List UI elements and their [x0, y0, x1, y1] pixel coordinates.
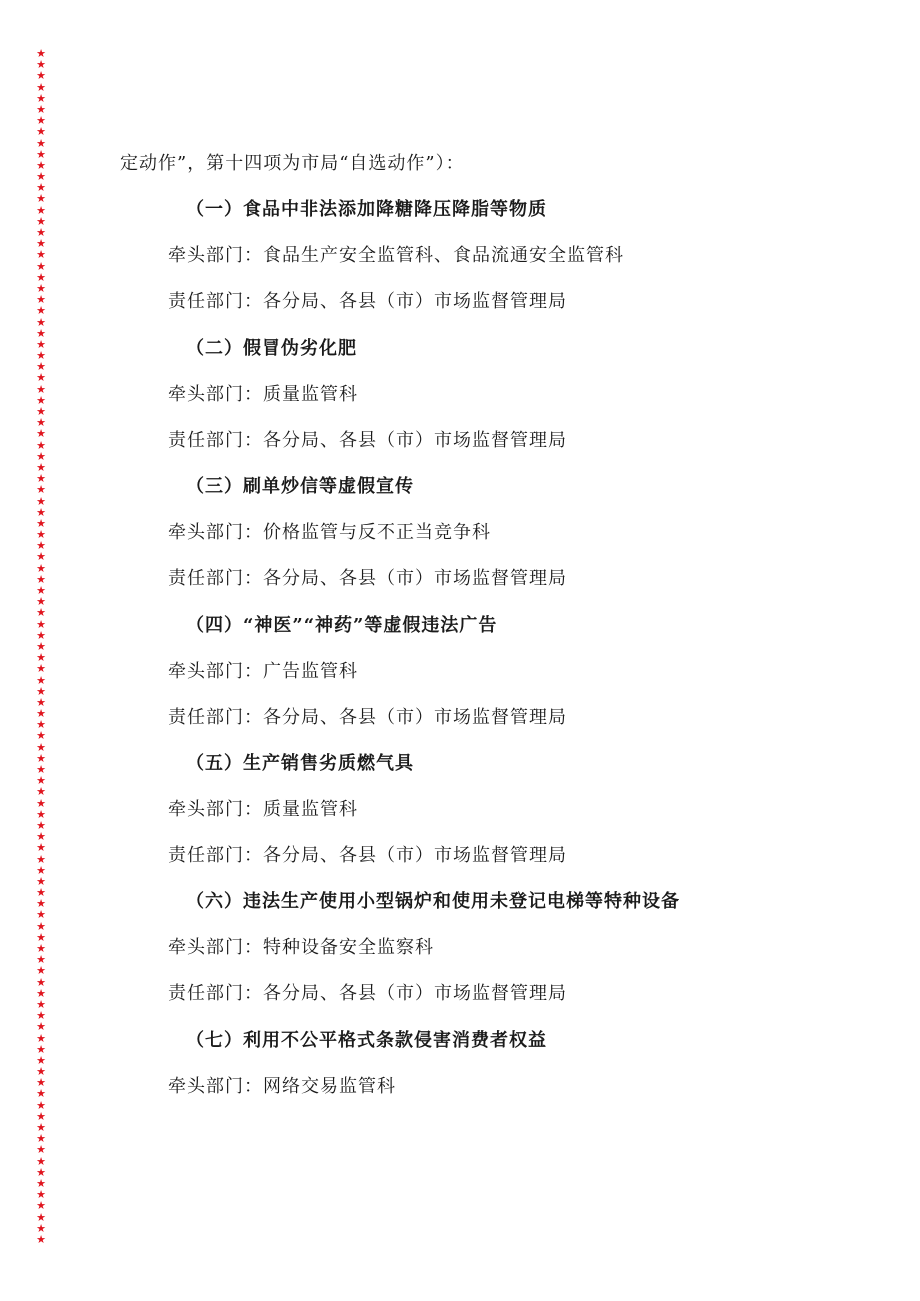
border-star-icon: ★	[36, 729, 46, 743]
border-star-icon: ★	[36, 147, 46, 161]
border-star-icon: ★	[36, 460, 46, 474]
border-star-icon: ★	[36, 203, 46, 217]
border-star-icon: ★	[36, 326, 46, 340]
border-star-icon: ★	[36, 942, 46, 955]
item-2-heading: （二）假冒伪劣化肥	[186, 338, 357, 359]
border-star-icon: ★	[36, 953, 46, 967]
border-star-icon: ★	[36, 572, 46, 586]
border-star-icon: ★	[36, 617, 46, 631]
border-star-icon: ★	[36, 1065, 46, 1079]
item-1-lead-dept: 牵头部门：食品生产安全监管科、食品流通安全监管科	[168, 245, 624, 266]
border-star-icon: ★	[36, 315, 46, 329]
border-star-icon: ★	[36, 695, 46, 709]
border-star-icon: ★	[36, 1109, 46, 1123]
border-star-icon: ★	[36, 1232, 46, 1246]
border-star-icon: ★	[36, 807, 46, 821]
border-star-icon: ★	[36, 651, 46, 665]
border-star-icon: ★	[36, 1053, 46, 1067]
star-border	[34, 48, 48, 1245]
border-star-icon: ★	[36, 360, 46, 374]
item-7-lead-dept: 牵头部门：网络交易监管科	[168, 1076, 396, 1097]
border-star-icon: ★	[36, 673, 46, 687]
border-star-icon: ★	[36, 1176, 46, 1190]
border-star-icon: ★	[36, 740, 46, 754]
border-star-icon: ★	[36, 1199, 46, 1213]
border-star-icon: ★	[36, 80, 46, 94]
border-star-icon: ★	[36, 707, 46, 721]
border-star-icon: ★	[36, 192, 46, 206]
border-star-icon: ★	[36, 986, 46, 1000]
border-star-icon: ★	[36, 785, 46, 799]
item-4-responsible-dept: 责任部门：各分局、各县（市）市场监督管理局	[168, 707, 567, 728]
border-star-icon: ★	[36, 416, 46, 430]
border-star-icon: ★	[36, 561, 46, 575]
item-6-responsible-dept: 责任部门：各分局、各县（市）市场监督管理局	[168, 983, 567, 1004]
border-star-icon: ★	[36, 1143, 46, 1157]
border-star-icon: ★	[36, 248, 46, 262]
item-7-heading: （七）利用不公平格式条款侵害消费者权益	[186, 1030, 547, 1051]
border-star-icon: ★	[36, 293, 46, 307]
border-star-icon: ★	[36, 1009, 46, 1023]
border-star-icon: ★	[36, 136, 46, 150]
border-star-icon: ★	[36, 1042, 46, 1056]
border-star-icon: ★	[36, 337, 46, 351]
border-star-icon: ★	[36, 1165, 46, 1179]
border-star-icon: ★	[36, 270, 46, 284]
border-star-icon: ★	[36, 69, 46, 83]
border-star-icon: ★	[36, 494, 46, 508]
border-star-icon: ★	[36, 830, 46, 844]
item-3-responsible-dept: 责任部门：各分局、各县（市）市场监督管理局	[168, 568, 567, 589]
border-star-icon: ★	[36, 181, 46, 195]
intro-text: 定动作”，第十四项为市局“自选动作”）：	[120, 153, 465, 174]
item-4-heading: （四）“神医”“神药”等虚假违法广告	[186, 615, 498, 636]
border-star-icon: ★	[36, 114, 46, 128]
border-star-icon: ★	[36, 1076, 46, 1090]
border-star-icon: ★	[36, 214, 46, 228]
border-star-icon: ★	[36, 158, 46, 172]
item-3-heading: （三）刷单炒信等虚假宣传	[186, 476, 414, 497]
item-3-lead-dept: 牵头部门：价格监管与反不正当竞争科	[168, 522, 491, 543]
border-star-icon: ★	[36, 684, 46, 698]
border-star-icon: ★	[36, 102, 46, 116]
border-star-icon: ★	[36, 751, 46, 765]
border-star-icon: ★	[36, 919, 46, 933]
item-1-heading: （一）食品中非法添加降糖降压降脂等物质	[186, 199, 547, 220]
item-4-lead-dept: 牵头部门：广告监管科	[168, 661, 358, 682]
border-star-icon: ★	[36, 639, 46, 653]
border-star-icon: ★	[36, 718, 46, 732]
border-star-icon: ★	[36, 304, 46, 318]
border-star-icon: ★	[36, 1020, 46, 1034]
item-6-lead-dept: 牵头部门：特种设备安全监察科	[168, 937, 434, 958]
border-star-icon: ★	[36, 975, 46, 989]
border-star-icon: ★	[36, 539, 46, 553]
border-star-icon: ★	[36, 259, 46, 273]
border-star-icon: ★	[36, 58, 46, 72]
border-star-icon: ★	[36, 997, 46, 1011]
border-star-icon: ★	[36, 886, 46, 900]
border-star-icon: ★	[36, 897, 46, 911]
border-star-icon: ★	[36, 1132, 46, 1146]
item-5-heading: （五）生产销售劣质燃气具	[186, 753, 414, 774]
border-star-icon: ★	[36, 528, 46, 542]
border-star-icon: ★	[36, 796, 46, 810]
border-star-icon: ★	[36, 1098, 46, 1112]
border-star-icon: ★	[36, 874, 46, 888]
border-star-icon: ★	[36, 1210, 46, 1224]
border-star-icon: ★	[36, 1221, 46, 1235]
border-star-icon: ★	[36, 427, 46, 441]
border-star-icon: ★	[36, 405, 46, 418]
border-star-icon: ★	[36, 1188, 46, 1202]
border-star-icon: ★	[36, 628, 46, 642]
border-star-icon: ★	[36, 852, 46, 866]
border-star-icon: ★	[36, 1121, 46, 1134]
border-star-icon: ★	[36, 1154, 46, 1168]
item-5-responsible-dept: 责任部门：各分局、各县（市）市场监督管理局	[168, 845, 567, 866]
border-star-icon: ★	[36, 863, 46, 877]
border-star-icon: ★	[36, 371, 46, 385]
border-star-icon: ★	[36, 170, 46, 184]
item-6-heading: （六）违法生产使用小型锅炉和使用未登记电梯等特种设备	[186, 891, 680, 912]
border-star-icon: ★	[36, 584, 46, 597]
border-star-icon: ★	[36, 763, 46, 776]
border-star-icon: ★	[36, 472, 46, 486]
item-2-lead-dept: 牵头部门：质量监管科	[168, 384, 358, 405]
border-star-icon: ★	[36, 550, 46, 564]
border-star-icon: ★	[36, 393, 46, 407]
item-5-lead-dept: 牵头部门：质量监管科	[168, 799, 358, 820]
border-star-icon: ★	[36, 438, 46, 452]
border-star-icon: ★	[36, 505, 46, 519]
border-star-icon: ★	[36, 841, 46, 855]
border-star-icon: ★	[36, 125, 46, 139]
border-star-icon: ★	[36, 606, 46, 620]
border-star-icon: ★	[36, 774, 46, 788]
border-star-icon: ★	[36, 516, 46, 530]
border-star-icon: ★	[36, 91, 46, 105]
border-star-icon: ★	[36, 449, 46, 463]
border-star-icon: ★	[36, 237, 46, 251]
border-star-icon: ★	[36, 1087, 46, 1101]
border-star-icon: ★	[36, 964, 46, 978]
border-star-icon: ★	[36, 483, 46, 497]
border-star-icon: ★	[36, 226, 46, 239]
border-star-icon: ★	[36, 382, 46, 396]
border-star-icon: ★	[36, 281, 46, 295]
border-star-icon: ★	[36, 47, 46, 60]
border-star-icon: ★	[36, 595, 46, 609]
border-star-icon: ★	[36, 908, 46, 922]
item-1-responsible-dept: 责任部门：各分局、各县（市）市场监督管理局	[168, 291, 567, 312]
border-star-icon: ★	[36, 349, 46, 363]
border-star-icon: ★	[36, 1031, 46, 1045]
border-star-icon: ★	[36, 930, 46, 944]
border-star-icon: ★	[36, 662, 46, 676]
item-2-responsible-dept: 责任部门：各分局、各县（市）市场监督管理局	[168, 430, 567, 451]
border-star-icon: ★	[36, 818, 46, 832]
